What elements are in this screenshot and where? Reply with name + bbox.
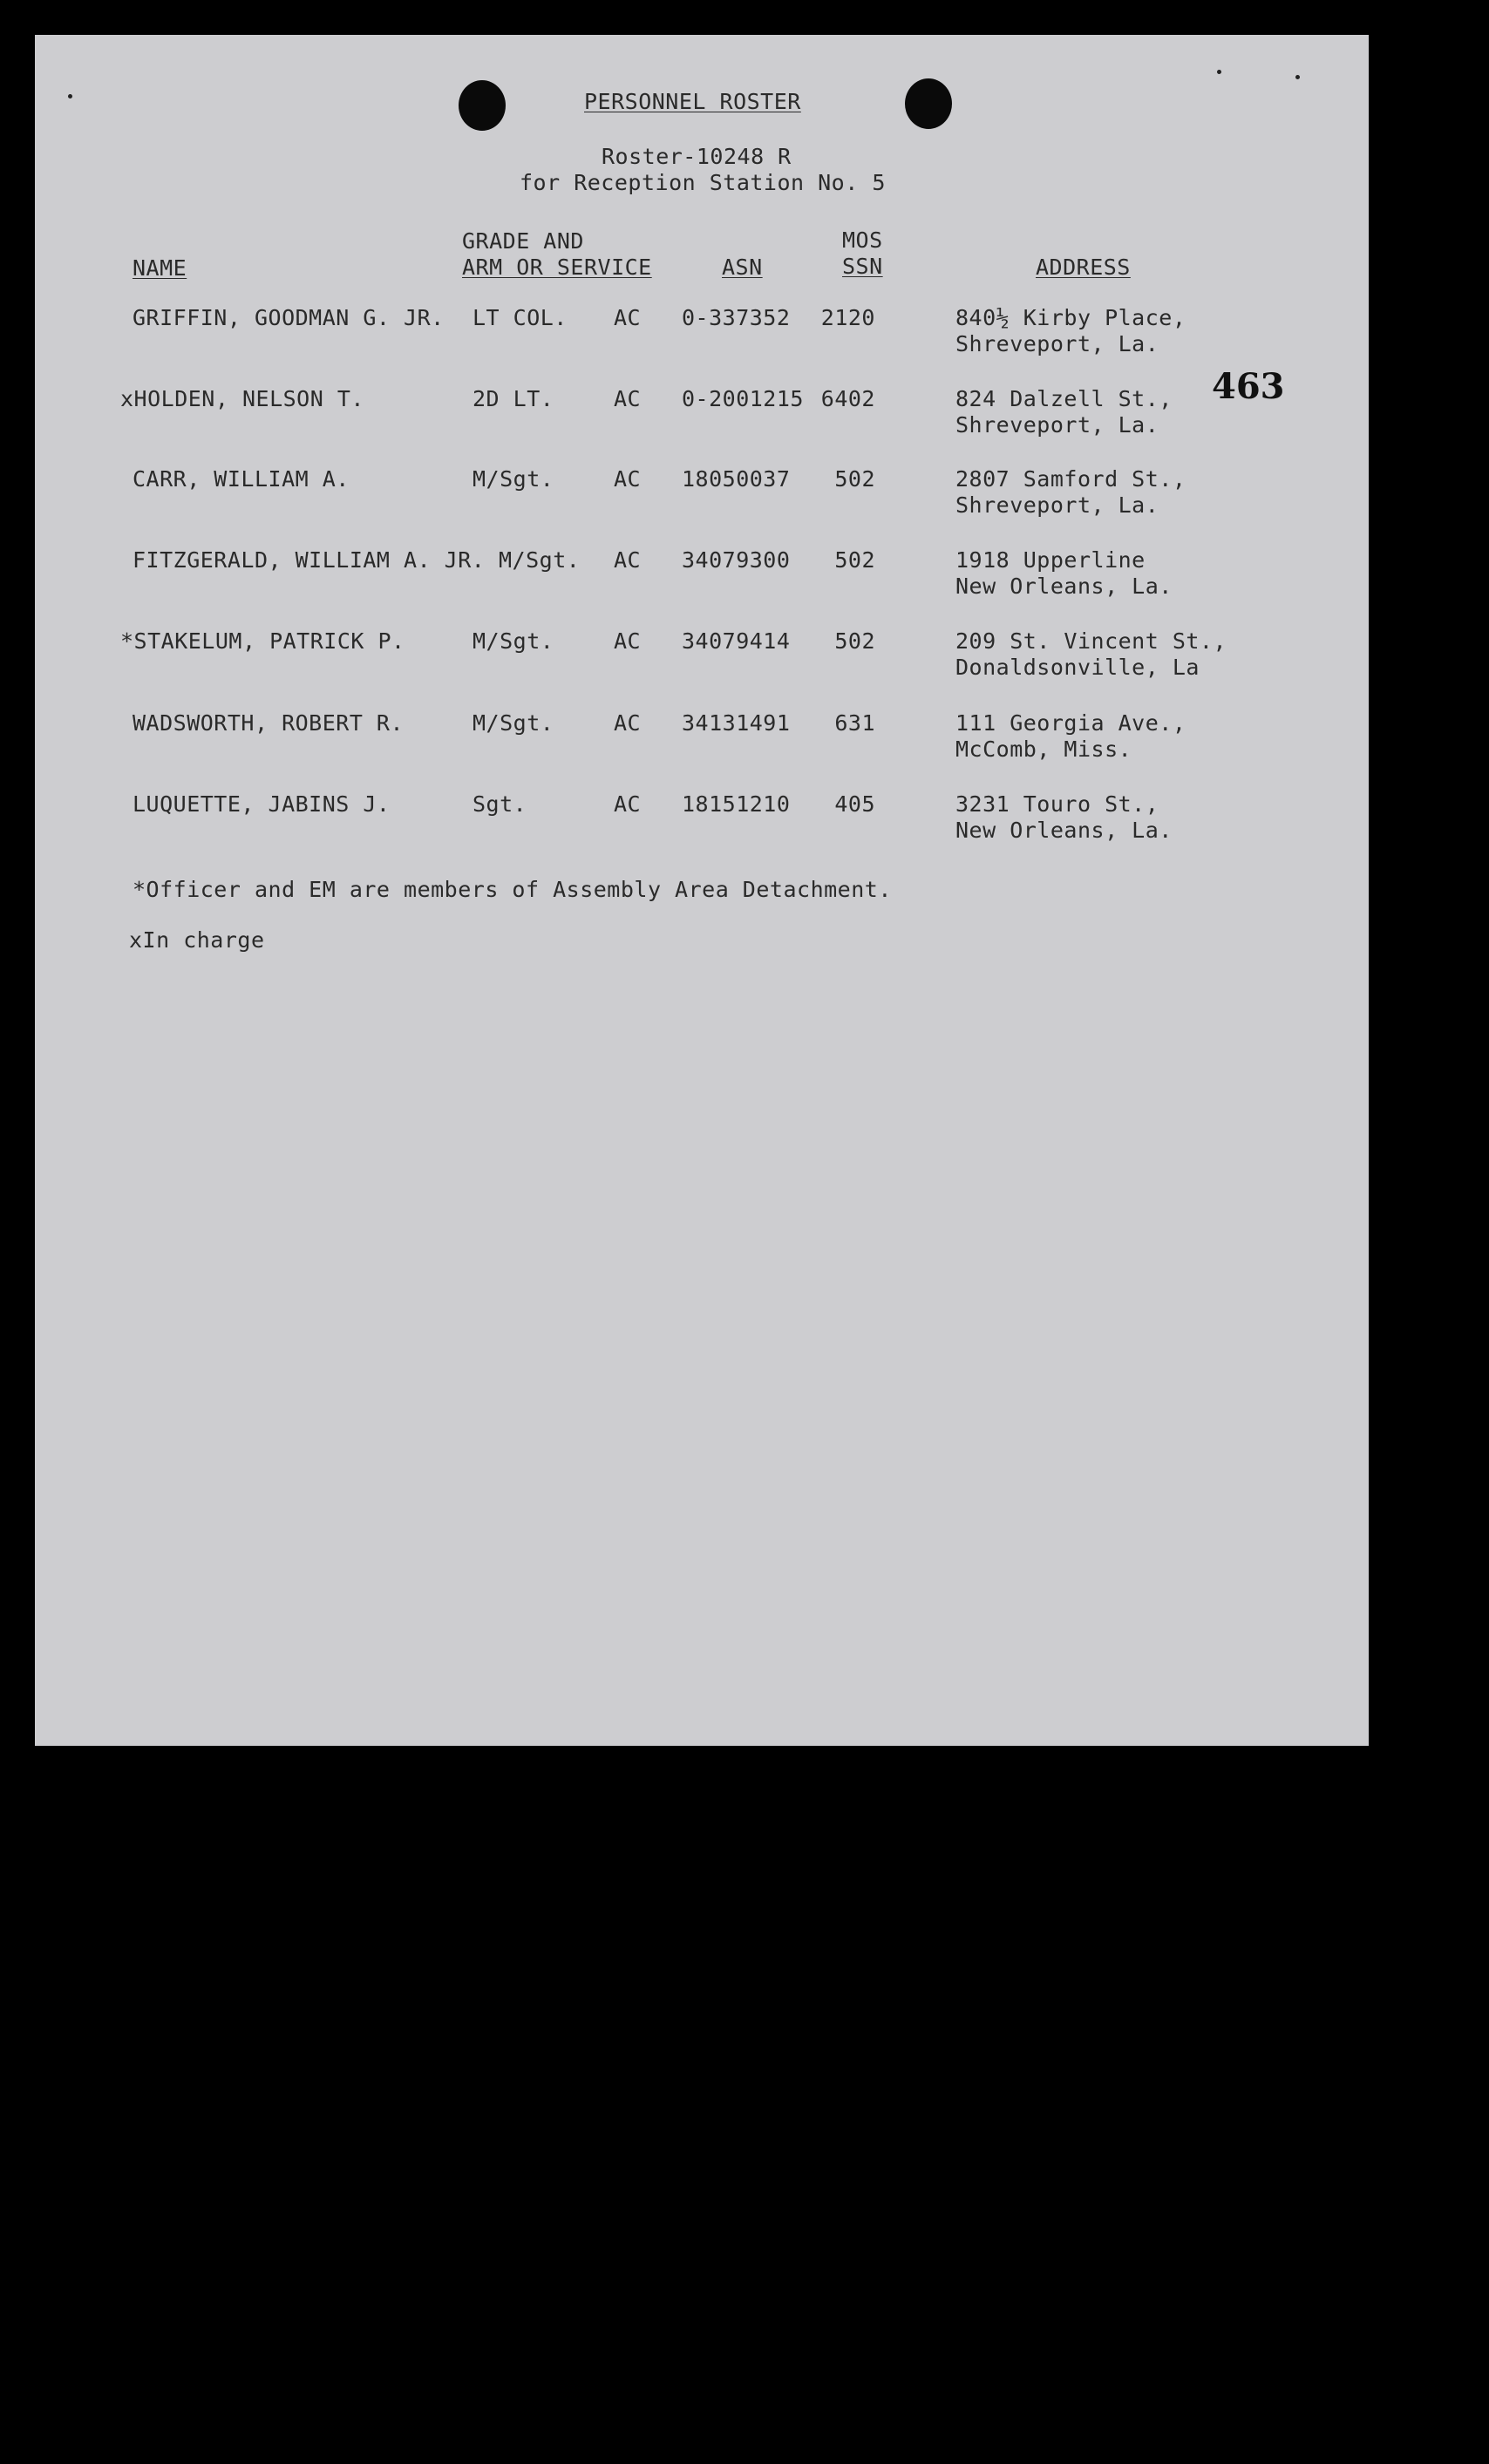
row-grade: 2D LT. xyxy=(473,386,554,411)
row-asn: 34131491 xyxy=(682,710,791,736)
row-arm: AC xyxy=(614,628,642,654)
punch-hole-right xyxy=(905,78,952,129)
roster-number: Roster-10248 R xyxy=(602,144,792,169)
row-address-2: Shreveport, La. xyxy=(955,331,1159,356)
row-asn: 34079414 xyxy=(682,628,791,654)
row-asn: 18050037 xyxy=(682,466,791,492)
col-header-name: NAME xyxy=(133,255,187,281)
row-name: *STAKELUM, PATRICK P. xyxy=(120,628,405,654)
row-address-1: 209 St. Vincent St., xyxy=(955,628,1227,654)
row-arm: AC xyxy=(614,791,642,817)
row-asn: 0-337352 xyxy=(682,305,791,330)
row-mos: 502 xyxy=(834,466,875,492)
row-mos: 631 xyxy=(834,710,875,736)
row-asn: 18151210 xyxy=(682,791,791,817)
row-address-1: 111 Georgia Ave., xyxy=(955,710,1186,736)
footnote-asterisk: *Officer and EM are members of Assembly Area Detachment. xyxy=(133,877,892,902)
row-address-2: New Orleans, La. xyxy=(955,818,1173,843)
speck xyxy=(1295,75,1300,79)
row-name: xHOLDEN, NELSON T. xyxy=(120,386,364,411)
footnote-in-charge: xIn charge xyxy=(129,927,265,953)
row-mos: 502 xyxy=(834,628,875,654)
row-grade: M/Sgt. xyxy=(473,710,554,736)
row-address-1: 840½ Kirby Place, xyxy=(955,305,1186,330)
row-arm: AC xyxy=(614,547,642,573)
row-mos: 2120 xyxy=(820,305,875,330)
row-mos: 502 xyxy=(834,547,875,573)
row-grade: M/Sgt. xyxy=(473,628,554,654)
page-title: PERSONNEL ROSTER xyxy=(584,89,801,114)
row-address-1: 1918 Upperline xyxy=(955,547,1146,573)
row-name: LUQUETTE, JABINS J. xyxy=(133,791,391,817)
row-arm: AC xyxy=(614,305,642,330)
row-name: WADSWORTH, ROBERT R. xyxy=(133,710,405,736)
col-header-mos: MOS xyxy=(842,227,883,253)
row-name: CARR, WILLIAM A. xyxy=(133,466,350,492)
row-arm: AC xyxy=(614,710,642,736)
row-mos: 6402 xyxy=(820,386,875,411)
row-grade: Sgt. xyxy=(473,791,527,817)
punch-hole-left xyxy=(459,80,506,131)
row-address-2: Shreveport, La. xyxy=(955,412,1159,438)
row-address-2: Donaldsonville, La xyxy=(955,655,1200,680)
station-line: for Reception Station No. 5 xyxy=(520,170,886,195)
speck xyxy=(68,94,72,98)
row-address-1: 3231 Touro St., xyxy=(955,791,1159,817)
col-header-asn: ASN xyxy=(722,255,763,280)
row-name: GRIFFIN, GOODMAN G. JR. xyxy=(133,305,445,330)
row-arm: AC xyxy=(614,466,642,492)
col-header-grade-2: ARM OR SERVICE xyxy=(462,255,652,280)
row-grade: LT COL. xyxy=(473,305,568,330)
row-grade: M/Sgt. xyxy=(499,547,581,573)
speck xyxy=(1217,70,1221,74)
page-number-stamp: 463 xyxy=(1212,366,1285,407)
row-address-2: New Orleans, La. xyxy=(955,574,1173,599)
roster-page xyxy=(35,35,1369,1746)
col-header-ssn: SSN xyxy=(842,254,883,279)
col-header-address: ADDRESS xyxy=(1036,255,1131,280)
row-mos: 405 xyxy=(834,791,875,817)
row-asn: 34079300 xyxy=(682,547,791,573)
row-arm: AC xyxy=(614,386,642,411)
col-header-grade-1: GRADE AND xyxy=(462,228,584,254)
row-grade: M/Sgt. xyxy=(473,466,554,492)
row-address-2: Shreveport, La. xyxy=(955,492,1159,518)
row-name: FITZGERALD, WILLIAM A. JR. xyxy=(133,547,486,573)
row-address-1: 2807 Samford St., xyxy=(955,466,1186,492)
row-asn: 0-2001215 xyxy=(682,386,804,411)
row-address-1: 824 Dalzell St., xyxy=(955,386,1173,411)
row-address-2: McComb, Miss. xyxy=(955,736,1132,762)
